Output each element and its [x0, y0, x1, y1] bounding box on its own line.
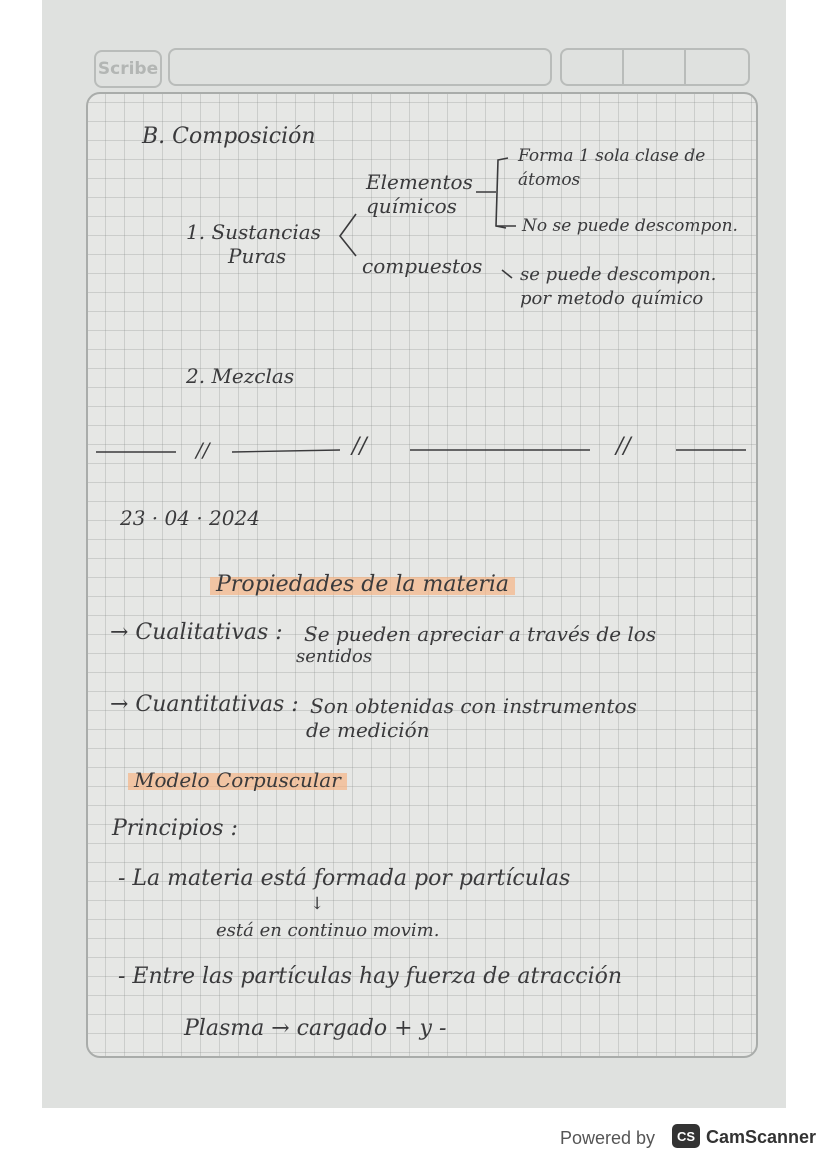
- subtitle-text: Modelo Corpuscular: [128, 768, 347, 792]
- date: 23 · 04 · 2024: [120, 506, 260, 530]
- highlighted-subtitle: [128, 770, 347, 790]
- arrow-down: ↓: [310, 894, 325, 914]
- desc-elementos-1: Forma 1 sola clase de: [518, 146, 706, 166]
- logo-text: Scribe: [97, 59, 159, 79]
- badge-text: CS: [676, 1128, 696, 1144]
- bracket-left: [340, 214, 356, 256]
- cuantitativas-label: → Cuantitativas :: [110, 692, 299, 717]
- divider-mark: //: [196, 438, 210, 462]
- cuantitativas-text: Son obtenidas con instrumentos: [310, 694, 637, 718]
- desc-compuestos-1: se puede descompon.: [520, 264, 717, 285]
- camscanner-logo-icon: [672, 1124, 700, 1148]
- cualitativas-text: Se pueden apreciar a través de los: [304, 622, 657, 646]
- term-elementos-line2: químicos: [366, 194, 457, 218]
- cualitativas-label: → Cualitativas :: [110, 620, 283, 645]
- section-heading: B. Composición: [142, 124, 316, 149]
- connector-compuestos: [502, 270, 512, 278]
- desc-elementos-2: No se puede descompon.: [522, 216, 738, 236]
- principle-1-sub: está en continuo movim.: [216, 920, 440, 941]
- powered-by-text: Powered by: [560, 1128, 656, 1148]
- highlighted-title: [210, 574, 515, 596]
- divider-mark: //: [616, 434, 631, 459]
- cualitativas-text-2: sentidos: [296, 646, 373, 667]
- cuantitativas-text-2: de medición: [306, 718, 430, 742]
- principle-1: - La materia está formada por partículas: [118, 866, 571, 891]
- term-compuestos: compuestos: [362, 254, 483, 278]
- divider-mark: //: [352, 434, 367, 459]
- principle-2: - Entre las partículas hay fuerza de atracción: [118, 964, 623, 989]
- plasma-note: Plasma → cargado + y -: [184, 1016, 447, 1041]
- divider-line: [232, 450, 340, 452]
- desc-elementos-1b: átomos: [518, 170, 581, 190]
- title-text: Propiedades de la materia: [210, 572, 515, 597]
- item-sustancias-line2: Puras: [228, 244, 287, 268]
- term-elementos: Elementos: [366, 170, 473, 194]
- item-sustancias: 1. Sustancias: [186, 220, 321, 244]
- item-mezclas: 2. Mezclas: [186, 364, 295, 388]
- camscanner-brand: CamScanner: [706, 1127, 817, 1147]
- principios-label: Principios :: [112, 816, 238, 841]
- bracket-elementos: [496, 158, 508, 228]
- desc-compuestos-2: por metodo químico: [520, 288, 704, 309]
